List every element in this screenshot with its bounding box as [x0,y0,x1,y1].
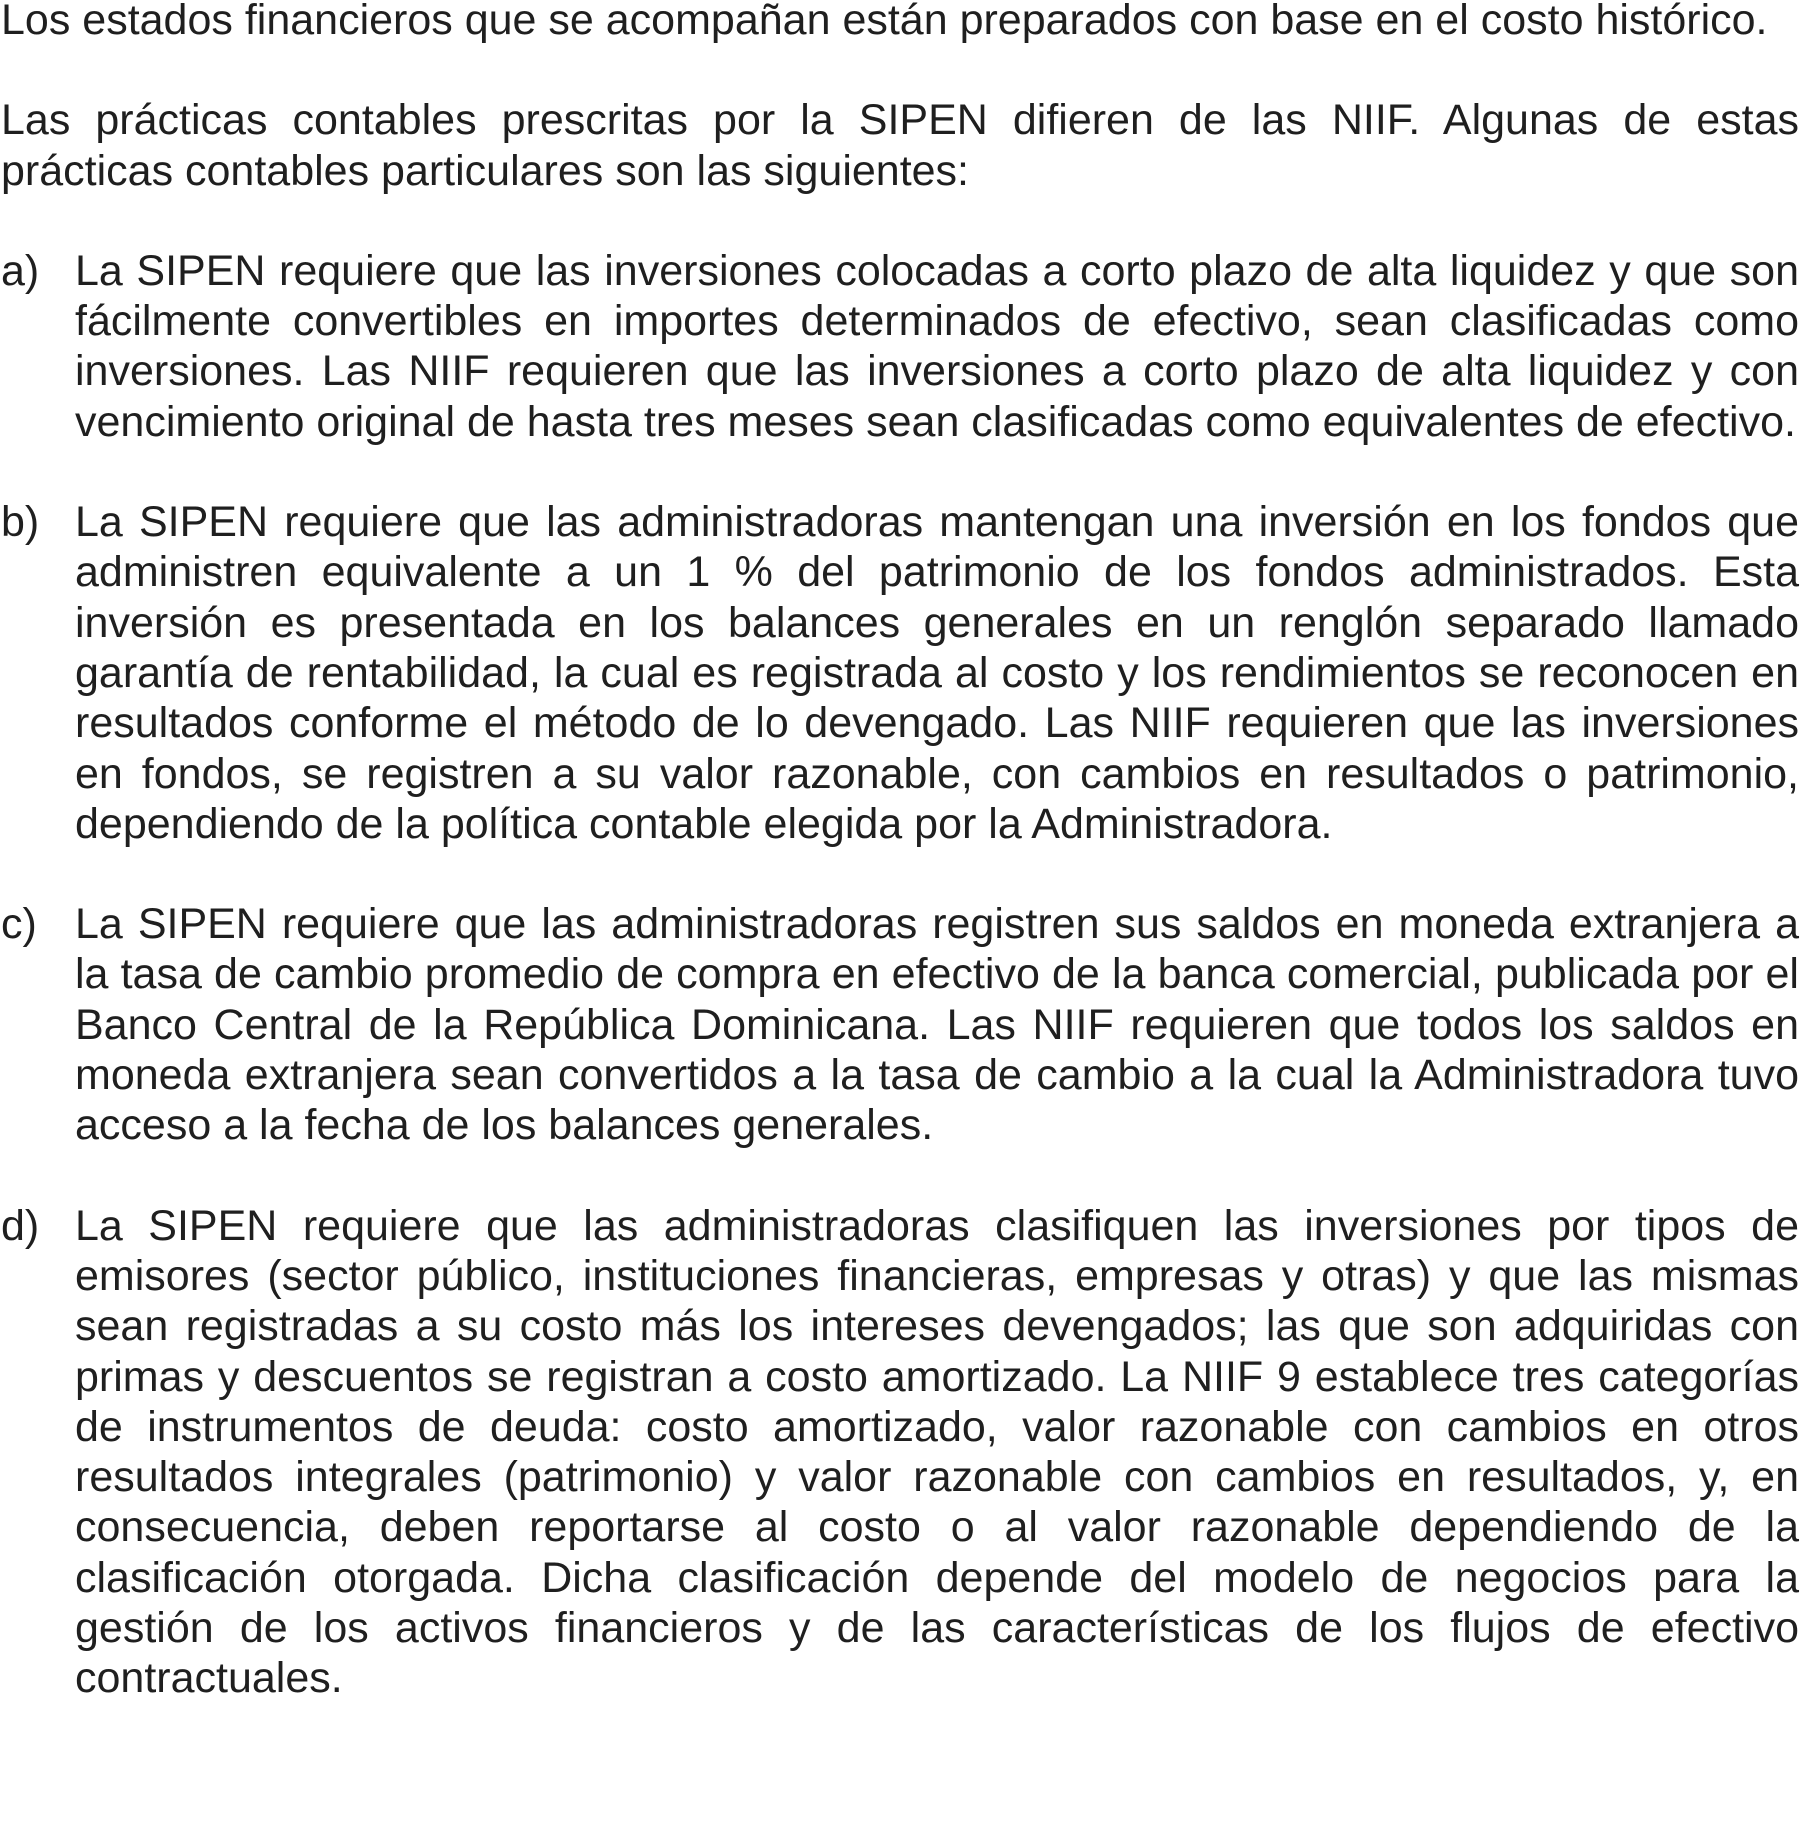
list-item-text: La SIPEN requiere que las administradoras clasifiquen las inversiones por tipos de emisores (sector público, instituciones financieras, empresas y otras) y que las mismas sean registradas a su costo más los intereses devengados; las que son adquiridas con primas y descuentos se registran a costo amortizado. La NIIF 9 establece tres categorías de instrumentos de deuda: costo amortizado, valor razonable con cambios en otros resultados integrales (patrimonio) y valor razonable con cambios en resultados, y, en consecuencia, deben reportarse al costo o al valor razonable dependiendo de la clasificación otorgada. Dicha clasificación depende del modelo de negocios para la gestión de los activos financieros y de las características de los flujos de efectivo contractuales. [75,1201,1799,1703]
paragraph-spacer [1,1151,1799,1201]
paragraph-spacer [1,447,1799,497]
list-item-text: La SIPEN requiere que las administradoras mantengan una inversión en los fondos que administren equivalente a un 1 % del patrimonio de los fondos administrados. Esta inversión es presentada en los balances generales en un renglón separado llamado garantía de rentabilidad, la cual es registrada al costo y los rendimientos se reconocen en resultados conforme el método de lo devengado. Las NIIF requieren que las inversiones en fondos, se registren a su valor razonable, con cambios en resultados o patrimonio, dependiendo de la política contable elegida por la Administradora. [75,498,1799,848]
list-item-text: La SIPEN requiere que las administradoras registren sus saldos en moneda extranjera a la tasa de cambio promedio de compra en efectivo de la banca comercial, publicada por el Banco Central de la República Dominicana. Las NIIF requieren que todos los saldos en moneda extranjera sean convertidos a la tasa de cambio a la cual la Administradora tuvo acceso a la fecha de los balances generales. [75,900,1799,1150]
list-item-a [1,246,1799,447]
list-item-letter: d) [1,1201,40,1250]
document-body [1,0,1799,1704]
intro-paragraph-practices: Las prácticas contables prescritas por la SIPEN difieren de las NIIF. Algunas de estas prácticas contables particulares son las siguientes: [1,96,1799,195]
list-item-letter: b) [1,498,40,547]
list-item-c [1,899,1799,1150]
list-item-d [1,1201,1799,1704]
paragraph-spacer [1,45,1799,95]
list-item-b [1,497,1799,849]
paragraph-spacer [1,196,1799,246]
intro-paragraph-basis: Los estados financieros que se acompañan están preparados con base en el costo histórico. [1,0,1768,44]
list-item-text: La SIPEN requiere que las inversiones colocadas a corto plazo de alta liquidez y que son fácilmente convertibles en importes determinados de efectivo, sean clasificadas como inversiones. Las NIIF requieren que las inversiones a corto plazo de alta liquidez y con vencimiento original de hasta tres meses sean clasificadas como equivalentes de efectivo. [75,246,1799,446]
paragraph-spacer [1,849,1799,899]
list-item-letter: a) [1,246,40,295]
list-item-letter: c) [1,900,37,949]
